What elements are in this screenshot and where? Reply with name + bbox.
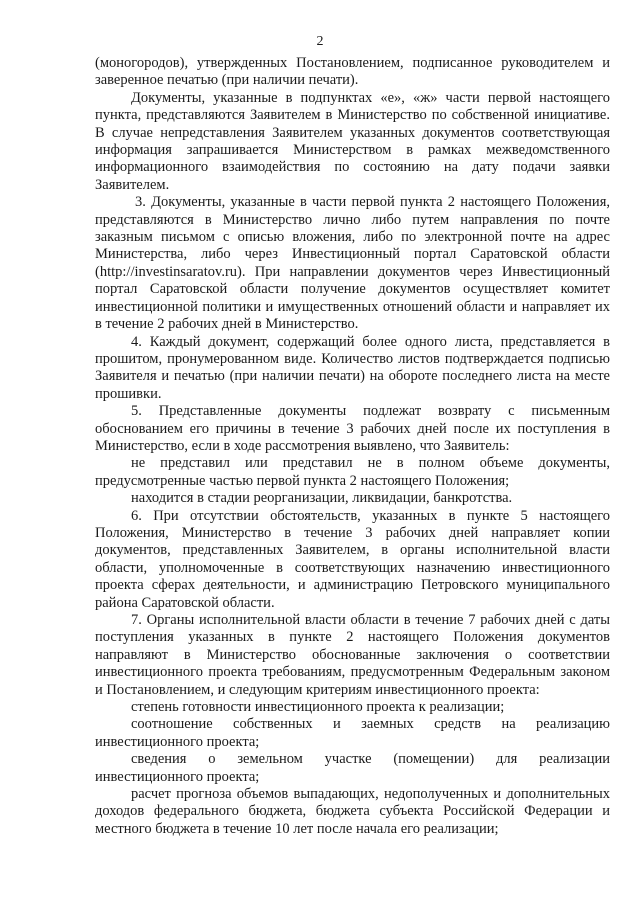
paragraph-item-5: 5. Представленные документы подлежат возврату с письменным обоснованием его причины в течение 3 рабочих дней после их поступления в Министерство, если в ходе рассмотрения выявлено, что Заявитель:	[95, 403, 610, 454]
paragraph-criterion-budget: расчет прогноза объемов выпадающих, недополученных и дополнительных доходов федерального бюджета, бюджета субъекта Российской Федерации и местного бюджета в течение 10 лет после начала его реализации;	[95, 786, 610, 837]
paragraph-item-6: 6. При отсутствии обстоятельств, указанных в пункте 5 настоящего Положения, Министерство в течение 3 рабочих дней направляет копии документов, представленных Заявителем, в органы исполнительной власти области, уполномоченные в соответствующих назначению инвестиционного проекта сферах деятельности, и администрацию Петровского муниципального района Саратовской области.	[95, 507, 610, 611]
paragraph-item-3: 3. Документы, указанные в части первой пункта 2 настоящего Положения, представляются в Министерство лично либо путем направления по почте заказным письмом с описью вложения, либо по электронной почте на адрес Министерства, либо через Инвестиционный портал Саратовской области (http://investinsaratov.ru). При направлении документов через Инвестиционный портал Саратовской области получение документов осуществляет комитет инвестиционной политики и имущественных отношений области и направляет их в течение 2 рабочих дней в Министерство.	[95, 194, 610, 333]
paragraph-documents-initiative: Документы, указанные в подпунктах «е», «ж» части первой настоящего пункта, представляются Заявителем в Министерство по собственной инициативе. В случае непредставления Заявителем указанных документов соответствующая информация запрашивается Министерством в рамках межведомственного информационного взаимодействия по состоянию на дату подачи заявки Заявителем.	[95, 89, 610, 193]
paragraph-item-5-reason-1: не представил или представил не в полном объеме документы, предусмотренные частью первой пункта 2 настоящего Положения;	[95, 455, 610, 489]
paragraph-item-4: 4. Каждый документ, содержащий более одного листа, представляется в прошитом, пронумерованном виде. Количество листов подтверждается подписью Заявителя и печатью (при наличии печати) на обороте последнего листа на месте прошивки.	[95, 333, 610, 402]
document-body	[95, 55, 610, 838]
page-number: 2	[316, 34, 324, 49]
paragraph-criterion-funding: соотношение собственных и заемных средств на реализацию инвестиционного проекта;	[95, 716, 610, 750]
paragraph-criterion-land: сведения о земельном участке (помещении) для реализации инвестиционного проекта;	[95, 751, 610, 785]
paragraph-item-5-reason-2: находится в стадии реорганизации, ликвидации, банкротства.	[131, 490, 513, 507]
paragraph-criterion-readiness: степень готовности инвестиционного проекта к реализации;	[131, 699, 505, 716]
paragraph-item-7: 7. Органы исполнительной власти области в течение 7 рабочих дней с даты поступления указанных в пункте 2 настоящего Положения документов направляют в Министерство обоснованные заключения о соответствии инвестиционного проекта требованиям, предусмотренным Федеральным законом и Постановлением, и следующим критериям инвестиционного проекта:	[95, 612, 610, 698]
paragraph-continuation: (моногородов), утвержденных Постановлением, подписанное руководителем и заверенное печатью (при наличии печати).	[95, 55, 610, 89]
